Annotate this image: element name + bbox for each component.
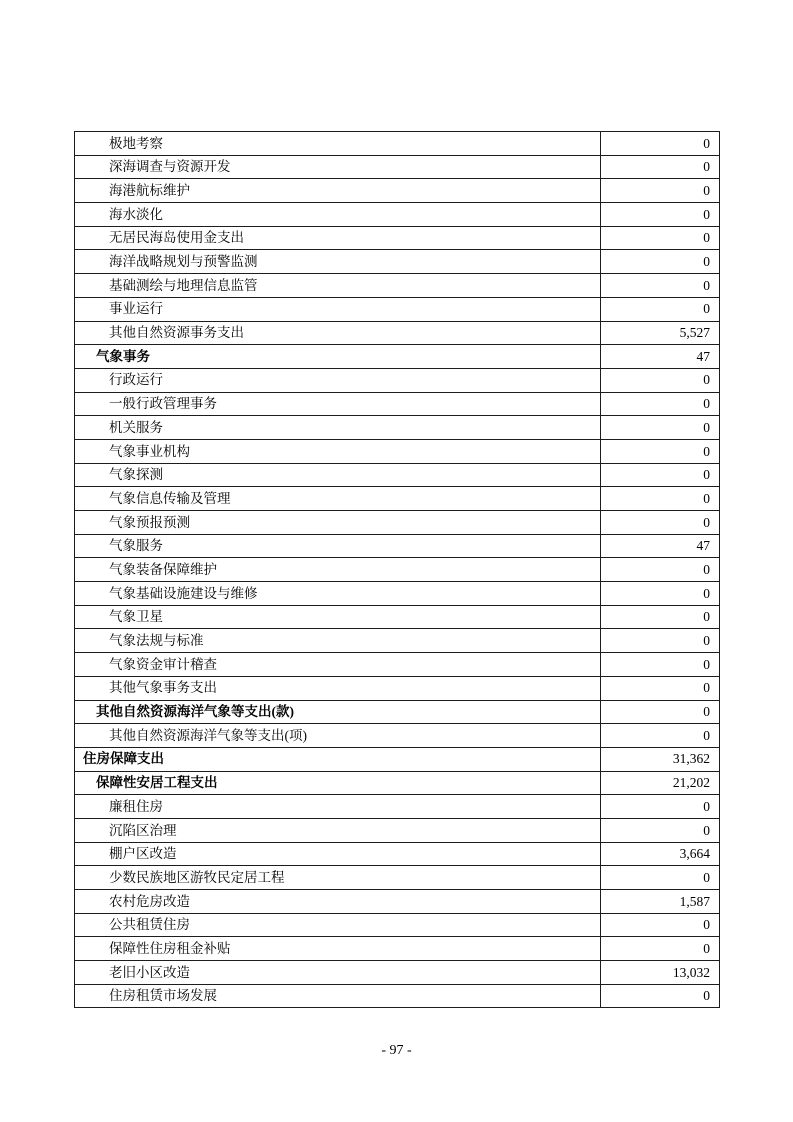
row-item-label: 气象装备保障维护 (75, 558, 601, 582)
row-amount-value: 0 (601, 463, 720, 487)
row-item-label: 其他气象事务支出 (75, 676, 601, 700)
row-item-label: 少数民族地区游牧民定居工程 (75, 866, 601, 890)
row-amount-value: 0 (601, 392, 720, 416)
table-row (75, 676, 720, 700)
row-amount-value: 0 (601, 226, 720, 250)
table-row (75, 297, 720, 321)
table-row (75, 582, 720, 606)
table-row (75, 771, 720, 795)
table-row (75, 345, 720, 369)
row-amount-value: 0 (601, 605, 720, 629)
table-row (75, 700, 720, 724)
row-amount-value: 0 (601, 984, 720, 1008)
row-amount-value: 0 (601, 368, 720, 392)
row-amount-value: 0 (601, 700, 720, 724)
row-amount-value: 0 (601, 439, 720, 463)
row-amount-value: 0 (601, 250, 720, 274)
table-row (75, 250, 720, 274)
row-item-label: 无居民海岛使用金支出 (75, 226, 601, 250)
row-amount-value: 0 (601, 132, 720, 156)
row-item-label: 其他自然资源事务支出 (75, 321, 601, 345)
table-row (75, 392, 720, 416)
row-item-label: 气象预报预测 (75, 511, 601, 535)
row-item-label: 老旧小区改造 (75, 961, 601, 985)
table-row (75, 226, 720, 250)
table-row (75, 818, 720, 842)
table-row (75, 558, 720, 582)
row-item-label: 海港航标维护 (75, 179, 601, 203)
row-amount-value: 0 (601, 416, 720, 440)
row-item-label: 沉陷区治理 (75, 818, 601, 842)
row-item-label: 深海调查与资源开发 (75, 155, 601, 179)
table-row (75, 629, 720, 653)
table-row (75, 534, 720, 558)
row-amount-value: 5,527 (601, 321, 720, 345)
table-row (75, 961, 720, 985)
table-row (75, 937, 720, 961)
table-row (75, 724, 720, 748)
row-amount-value: 21,202 (601, 771, 720, 795)
row-item-label: 气象资金审计稽查 (75, 653, 601, 677)
table-row (75, 795, 720, 819)
row-amount-value: 0 (601, 179, 720, 203)
row-item-label: 廉租住房 (75, 795, 601, 819)
row-amount-value: 0 (601, 511, 720, 535)
row-amount-value: 47 (601, 345, 720, 369)
table-row (75, 274, 720, 298)
row-amount-value: 0 (601, 582, 720, 606)
table-row (75, 913, 720, 937)
table-row (75, 511, 720, 535)
table-row (75, 747, 720, 771)
row-item-label: 极地考察 (75, 132, 601, 156)
row-amount-value: 0 (601, 937, 720, 961)
row-amount-value: 0 (601, 487, 720, 511)
budget-expenditure-table (74, 131, 720, 1008)
table-row (75, 368, 720, 392)
row-amount-value: 0 (601, 913, 720, 937)
row-item-label: 气象服务 (75, 534, 601, 558)
row-amount-value: 0 (601, 795, 720, 819)
row-item-label: 一般行政管理事务 (75, 392, 601, 416)
row-amount-value: 0 (601, 297, 720, 321)
row-amount-value: 0 (601, 203, 720, 227)
row-item-label: 其他自然资源海洋气象等支出(项) (75, 724, 601, 748)
row-item-label: 气象基础设施建设与维修 (75, 582, 601, 606)
row-item-label: 海洋战略规划与预警监测 (75, 250, 601, 274)
row-item-label: 公共租赁住房 (75, 913, 601, 937)
row-item-label: 其他自然资源海洋气象等支出(款) (75, 700, 601, 724)
table-row (75, 132, 720, 156)
row-item-label: 气象卫星 (75, 605, 601, 629)
row-item-label: 气象事务 (75, 345, 601, 369)
row-amount-value: 0 (601, 274, 720, 298)
row-item-label: 事业运行 (75, 297, 601, 321)
table-row (75, 605, 720, 629)
row-amount-value: 0 (601, 558, 720, 582)
row-item-label: 气象事业机构 (75, 439, 601, 463)
table-row (75, 179, 720, 203)
table-row (75, 416, 720, 440)
row-item-label: 气象探测 (75, 463, 601, 487)
row-item-label: 农村危房改造 (75, 890, 601, 914)
row-item-label: 棚户区改造 (75, 842, 601, 866)
table-row (75, 653, 720, 677)
row-item-label: 机关服务 (75, 416, 601, 440)
row-amount-value: 47 (601, 534, 720, 558)
row-amount-value: 0 (601, 818, 720, 842)
table-row (75, 155, 720, 179)
table-row (75, 463, 720, 487)
row-amount-value: 0 (601, 629, 720, 653)
row-amount-value: 1,587 (601, 890, 720, 914)
table-row (75, 890, 720, 914)
table-row (75, 321, 720, 345)
row-amount-value: 0 (601, 676, 720, 700)
row-item-label: 住房保障支出 (75, 747, 601, 771)
row-item-label: 海水淡化 (75, 203, 601, 227)
table-row (75, 842, 720, 866)
row-amount-value: 0 (601, 866, 720, 890)
row-item-label: 保障性安居工程支出 (75, 771, 601, 795)
table-row (75, 487, 720, 511)
table-row (75, 984, 720, 1008)
row-amount-value: 0 (601, 653, 720, 677)
row-item-label: 气象法规与标准 (75, 629, 601, 653)
table-row (75, 439, 720, 463)
page-number: - 97 - (381, 1043, 412, 1058)
row-item-label: 住房租赁市场发展 (75, 984, 601, 1008)
row-item-label: 保障性住房租金补贴 (75, 937, 601, 961)
table-row (75, 866, 720, 890)
row-item-label: 气象信息传输及管理 (75, 487, 601, 511)
row-amount-value: 31,362 (601, 747, 720, 771)
row-amount-value: 0 (601, 155, 720, 179)
row-amount-value: 13,032 (601, 961, 720, 985)
row-amount-value: 3,664 (601, 842, 720, 866)
row-amount-value: 0 (601, 724, 720, 748)
table-row (75, 203, 720, 227)
row-item-label: 行政运行 (75, 368, 601, 392)
row-item-label: 基础测绘与地理信息监管 (75, 274, 601, 298)
